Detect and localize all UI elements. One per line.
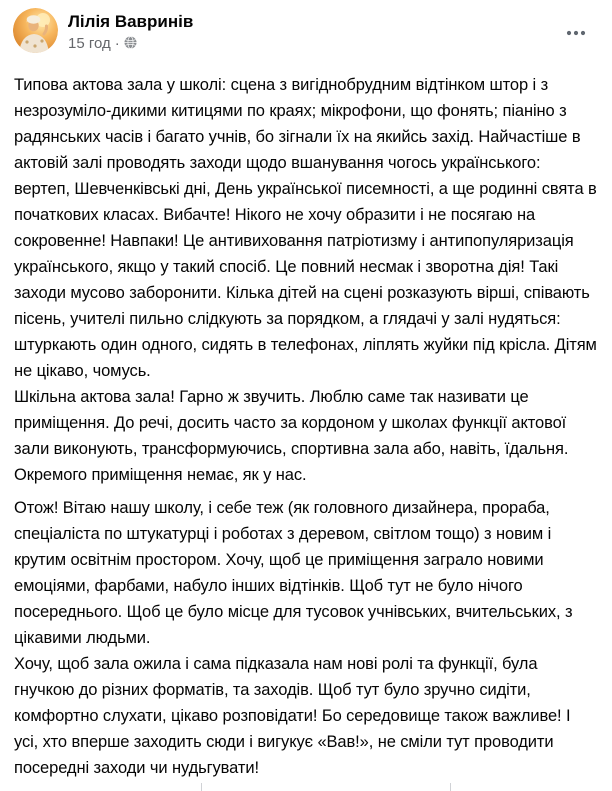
more-options-button[interactable]: [558, 18, 594, 48]
three-dots-icon: [565, 22, 587, 44]
globe-icon: [124, 36, 137, 53]
post-paragraph: Отож! Вітаю нашу школу, і себе теж (як головного дизайнера, прораба, спеціаліста по штукатурці і роботах з деревом, світлом тощо) з новим і крутим освітнім простором. Хочу, щоб це приміщення заграло новими емоціями, фарбами, набуло інших відтінків. Щоб тут не було нічого посереднього. Щоб це було місце для тусовок учнівських, вчительських, з цікавими людьми.: [14, 499, 573, 647]
cutoff-divider: [201, 783, 202, 791]
avatar[interactable]: [13, 8, 58, 53]
post-paragraph: Шкільна актова зала! Гарно ж звучить. Люблю саме так називати це приміщення. До речі, досить часто за кордоном у школах функції актової зали виконують, трансформуючись, спортивна зала або, навіть, їдальня. Окремого приміщення немає, як у нас.: [14, 388, 569, 484]
author-name[interactable]: Лілія Вавринів: [68, 12, 194, 31]
timestamp[interactable]: 15 год: [68, 35, 111, 52]
cutoff-divider: [450, 783, 451, 791]
post-header-info: [68, 8, 193, 53]
post-paragraph: Хочу, щоб зала ожила і сама підказала нам нові ролі та функції, була гнучкою до різних форматів, та заходів. Щоб тут було зручно сидіти, комфортно слухати, цікаво розповідати! Бо середовище також важливе! І усі, хто вперше заходить сюди і вигукує «Вав!», не сміли тут проводити посередні заходи чи нудьгувати!: [14, 655, 571, 777]
avatar-photo: [13, 8, 58, 53]
post-paragraph: Типова актова зала у школі: сцена з вигіднобрудним відтінком штор і з незрозуміло-дикими китицями по краях; мікрофони, що фонять; піаніно з радянських часів і багато учнів, бо зігнали їх на якийсь захід. Найчастіше в актовій залі проводять заходи щодо вшанування чогось українського: вертеп, Шевченківські дні, День української писемності, а ще родинні свята в початкових класах. Вибачте! Нікого не хочу образити і не посягаю на сокровенне! Навпаки! Це антивиховання патріотизму і антипопуляризація українського, якщо у такий спосіб. Це повний несмак і зворотна дія! Такі заходи мусово заборонити. Кілька дітей на сцені розказують вірші, співають пісень, учителі пильно слідкують за порядком, а глядачі у залі нудяться: штуркають один одного, сидять в телефонах, ліплять жуйки під крісла. Дітям не цікаво, чомусь.: [14, 76, 597, 380]
post-text: [0, 72, 612, 781]
post-header: [0, 0, 612, 53]
meta-separator: ·: [114, 35, 120, 52]
post-meta: [68, 35, 193, 53]
